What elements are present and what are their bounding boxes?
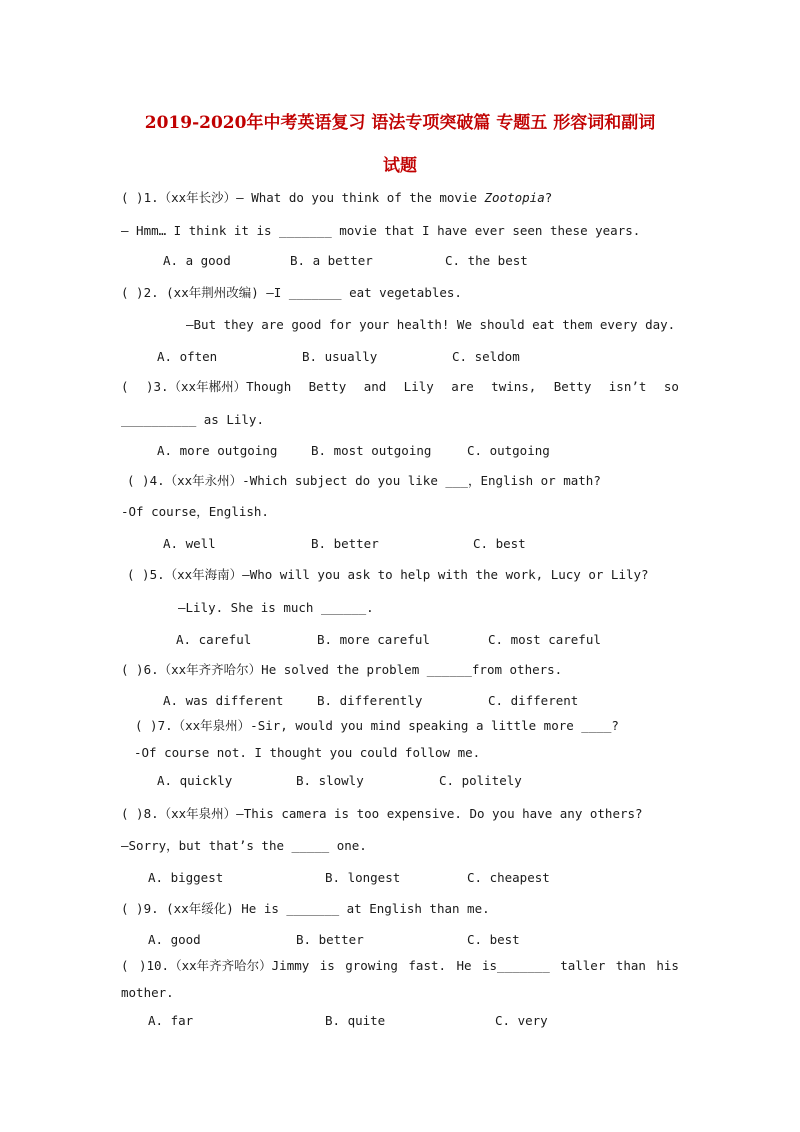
question-1-line-2: — Hmm… I think it is _______ movie that I have ever seen these years. xyxy=(121,223,641,238)
question-5-option-b: B. more careful xyxy=(317,632,430,647)
question-6-option-c: C. different xyxy=(488,693,579,708)
question-9-option-b: B. better xyxy=(296,932,364,947)
question-3-word: so xyxy=(663,379,679,394)
question-10-option-a: A. far xyxy=(148,1013,194,1028)
question-3-option-b: B. most outgoing xyxy=(311,443,432,458)
question-4-option-c: C. best xyxy=(473,536,526,551)
question-7-line-2: -Of course not. I thought you could follow me. xyxy=(134,745,481,760)
question-10-word: growing xyxy=(345,958,398,973)
question-10-word: is xyxy=(319,958,335,973)
question-2-option-b: B. usually xyxy=(302,349,378,364)
question-9-stem: ( )9. (xx年绥化) He is _______ at English than me. xyxy=(121,901,490,916)
title-line-2: 试题 xyxy=(383,156,417,176)
question-8-option-c: C. cheapest xyxy=(467,870,550,885)
question-5-option-c: C. most careful xyxy=(488,632,601,647)
question-9-option-c: C. best xyxy=(467,932,520,947)
question-2-line-2: —But they are good for your health! We should eat them every day. xyxy=(186,317,676,332)
title-line-1: 2019-2020年中考英语复习 语法专项突破篇 专题五 形容词和副词 xyxy=(144,113,656,133)
question-10-line-2: mother. xyxy=(121,985,174,1000)
question-3-stem xyxy=(121,379,679,395)
question-1-mark: ? xyxy=(544,190,553,205)
question-1-movie-title: Zootopia xyxy=(484,190,545,205)
question-10-option-b: B. quite xyxy=(325,1013,386,1028)
question-3-option-c: C. outgoing xyxy=(467,443,550,458)
question-1-text: ( )1.（xx年长沙）— What do you think of the movie xyxy=(121,190,485,205)
question-10-word: taller xyxy=(560,958,606,973)
question-5-line-2: —Lily. She is much ______. xyxy=(178,600,374,615)
question-1-option-c: C. the best xyxy=(445,253,528,268)
question-8-line-2: —Sorry，but that’s the _____ one. xyxy=(121,838,367,853)
question-10-word: fast. xyxy=(408,958,447,973)
question-7-option-b: B. slowly xyxy=(296,773,364,788)
question-7-option-c: C. politely xyxy=(439,773,522,788)
question-3-word: isn’t xyxy=(608,379,647,394)
question-3-word: are xyxy=(451,379,474,394)
question-3-word: twins, xyxy=(491,379,537,394)
question-1-option-a: A. a good xyxy=(163,253,231,268)
question-3-line-2: __________ as Lily. xyxy=(121,412,264,427)
question-7-stem: ( )7.（xx年泉州）-Sir, would you mind speaking a little more ____? xyxy=(135,718,619,733)
question-1-stem xyxy=(121,190,552,206)
question-10-word: He xyxy=(456,958,472,973)
question-4-option-a: A. well xyxy=(163,536,216,551)
question-10-word: his xyxy=(656,958,679,973)
question-8-option-b: B. longest xyxy=(325,870,401,885)
question-5-stem: ( )5.（xx年海南）—Who will you ask to help with the work, Lucy or Lily? xyxy=(127,567,649,582)
question-9-option-a: A. good xyxy=(148,932,201,947)
question-3-word: )3.（xx年郴州）Though xyxy=(145,379,292,394)
question-4-line-2: -Of course，English. xyxy=(121,504,269,519)
question-8-option-a: A. biggest xyxy=(148,870,224,885)
question-6-stem: ( )6.（xx年齐齐哈尔）He solved the problem ______from others. xyxy=(121,662,563,677)
question-3-word: Lily xyxy=(403,379,434,394)
question-10-option-c: C. very xyxy=(495,1013,548,1028)
question-3-option-a: A. more outgoing xyxy=(157,443,278,458)
question-3-word: ( xyxy=(121,379,129,394)
question-10-word: ( xyxy=(121,958,129,973)
question-2-option-a: A. often xyxy=(157,349,218,364)
question-3-word: Betty xyxy=(308,379,347,394)
question-6-option-a: A. was different xyxy=(163,693,284,708)
question-6-option-b: B. differently xyxy=(317,693,423,708)
question-4-option-b: B. better xyxy=(311,536,379,551)
question-2-option-c: C. seldom xyxy=(452,349,520,364)
question-3-word: Betty xyxy=(553,379,592,394)
question-1-option-b: B. a better xyxy=(290,253,373,268)
question-4-stem: ( )4.（xx年永州）-Which subject do you like ___，English or math? xyxy=(127,473,601,488)
question-10-stem xyxy=(121,958,679,974)
question-2-stem: ( )2. (xx年荆州改编) —I _______ eat vegetables. xyxy=(121,285,462,300)
question-3-word: and xyxy=(363,379,387,394)
question-8-stem: ( )8.（xx年泉州）—This camera is too expensive. Do you have any others? xyxy=(121,806,643,821)
question-5-option-a: A. careful xyxy=(176,632,252,647)
question-10-word: is_______ xyxy=(482,958,550,973)
question-7-option-a: A. quickly xyxy=(157,773,233,788)
question-10-word: than xyxy=(615,958,646,973)
question-10-word: )10.（xx年齐齐哈尔）Jimmy xyxy=(138,958,310,973)
